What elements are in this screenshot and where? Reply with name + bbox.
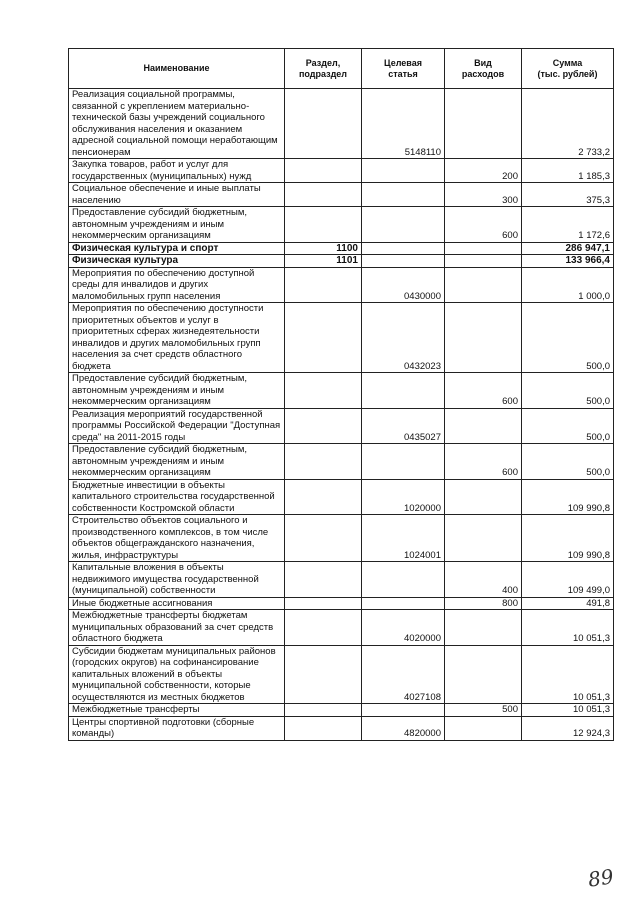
cell-target: 1024001 [362, 515, 445, 562]
cell-name: Мероприятия по обеспечению доступной среды для инвалидов и других маломобильных групп населения [69, 267, 285, 303]
cell-expense [445, 408, 522, 444]
cell-section [285, 704, 362, 717]
cell-sum: 133 966,4 [522, 255, 614, 268]
table-row [69, 207, 614, 243]
cell-name: Иные бюджетные ассигнования [69, 597, 285, 610]
cell-expense [445, 255, 522, 268]
cell-sum: 491,8 [522, 597, 614, 610]
cell-sum: 109 990,8 [522, 515, 614, 562]
table-row [69, 645, 614, 704]
cell-expense: 600 [445, 373, 522, 409]
cell-sum: 500,0 [522, 373, 614, 409]
cell-name: Субсидии бюджетам муниципальных районов (городских округов) на софинансирование капитальных вложений в объекты муниципальной собственности, которые осуществляются из местных бюджетов [69, 645, 285, 704]
cell-sum: 500,0 [522, 408, 614, 444]
cell-section [285, 610, 362, 646]
table-row [69, 303, 614, 373]
table-row [69, 408, 614, 444]
cell-target: 4027108 [362, 645, 445, 704]
cell-target: 4020000 [362, 610, 445, 646]
cell-name: Межбюджетные трансферты [69, 704, 285, 717]
cell-name: Физическая культура и спорт [69, 242, 285, 255]
cell-expense [445, 610, 522, 646]
cell-sum: 500,0 [522, 303, 614, 373]
cell-expense [445, 479, 522, 515]
cell-sum: 286 947,1 [522, 242, 614, 255]
cell-expense: 300 [445, 183, 522, 207]
page-number: 89 [586, 864, 615, 892]
cell-target [362, 207, 445, 243]
cell-section [285, 515, 362, 562]
table-row [69, 89, 614, 159]
cell-target: 0430000 [362, 267, 445, 303]
cell-expense [445, 716, 522, 740]
cell-expense [445, 515, 522, 562]
cell-sum: 1 172,6 [522, 207, 614, 243]
cell-target: 1020000 [362, 479, 445, 515]
cell-target [362, 183, 445, 207]
header-sum: Сумма (тыс. рублей) [522, 49, 614, 89]
cell-sum: 1 185,3 [522, 159, 614, 183]
cell-sum: 2 733,2 [522, 89, 614, 159]
cell-section [285, 89, 362, 159]
cell-section [285, 267, 362, 303]
cell-target [362, 159, 445, 183]
cell-target: 4820000 [362, 716, 445, 740]
cell-name: Бюджетные инвестиции в объекты капитального строительства государственной собственности Костромской области [69, 479, 285, 515]
cell-section [285, 183, 362, 207]
cell-target [362, 597, 445, 610]
cell-target [362, 704, 445, 717]
budget-table [68, 48, 614, 741]
cell-expense: 600 [445, 207, 522, 243]
cell-sum: 10 051,3 [522, 645, 614, 704]
table-row [69, 610, 614, 646]
cell-expense [445, 645, 522, 704]
cell-sum: 10 051,3 [522, 610, 614, 646]
table-row [69, 716, 614, 740]
table-row [69, 255, 614, 268]
cell-section [285, 408, 362, 444]
table-row [69, 515, 614, 562]
cell-section [285, 479, 362, 515]
cell-name: Межбюджетные трансферты бюджетам муниципальных образований за счет средств областного бюджета [69, 610, 285, 646]
cell-target [362, 562, 445, 598]
cell-expense: 400 [445, 562, 522, 598]
table-row [69, 479, 614, 515]
cell-section: 1100 [285, 242, 362, 255]
table-row [69, 444, 614, 480]
cell-section [285, 303, 362, 373]
cell-name: Предоставление субсидий бюджетным, автономным учреждениям и иным некоммерческим организациям [69, 444, 285, 480]
header-section: Раздел, подраздел [285, 49, 362, 89]
table-row [69, 267, 614, 303]
cell-name: Капитальные вложения в объекты недвижимого имущества государственной (муниципальной) собственности [69, 562, 285, 598]
cell-sum: 10 051,3 [522, 704, 614, 717]
header-expense: Вид расходов [445, 49, 522, 89]
cell-section [285, 159, 362, 183]
cell-sum: 375,3 [522, 183, 614, 207]
cell-expense [445, 303, 522, 373]
cell-sum: 12 924,3 [522, 716, 614, 740]
cell-section [285, 597, 362, 610]
cell-expense: 500 [445, 704, 522, 717]
table-header-row [69, 49, 614, 89]
cell-name: Мероприятия по обеспечению доступности приоритетных объектов и услуг в приоритетных сферах жизнедеятельности инвалидов и других маломобильных групп населения за счет средств областного бюджета [69, 303, 285, 373]
cell-name: Реализация мероприятий государственной программы Российской Федерации "Доступная среда" на 2011-2015 годы [69, 408, 285, 444]
cell-target [362, 373, 445, 409]
cell-name: Строительство объектов социального и производственного комплексов, в том числе объектов общегражданского назначения, жилья, инфраструктуры [69, 515, 285, 562]
cell-sum: 109 499,0 [522, 562, 614, 598]
cell-section [285, 444, 362, 480]
cell-section [285, 562, 362, 598]
cell-name: Закупка товаров, работ и услуг для государственных (муниципальных) нужд [69, 159, 285, 183]
cell-expense [445, 89, 522, 159]
cell-expense: 800 [445, 597, 522, 610]
cell-target: 0435027 [362, 408, 445, 444]
cell-target [362, 444, 445, 480]
cell-name: Социальное обеспечение и иные выплаты населению [69, 183, 285, 207]
cell-name: Предоставление субсидий бюджетным, автономным учреждениям и иным некоммерческим организациям [69, 207, 285, 243]
cell-target: 5148110 [362, 89, 445, 159]
cell-name: Центры спортивной подготовки (сборные команды) [69, 716, 285, 740]
table-row [69, 373, 614, 409]
cell-target [362, 255, 445, 268]
table-row [69, 159, 614, 183]
cell-name: Физическая культура [69, 255, 285, 268]
cell-section [285, 373, 362, 409]
cell-sum: 500,0 [522, 444, 614, 480]
table-row [69, 183, 614, 207]
table-row [69, 704, 614, 717]
cell-section: 1101 [285, 255, 362, 268]
table-row [69, 242, 614, 255]
cell-expense [445, 267, 522, 303]
cell-sum: 109 990,8 [522, 479, 614, 515]
cell-target: 0432023 [362, 303, 445, 373]
cell-name: Реализация социальной программы, связанной с укреплением материально-технической базы учреждений социального обслуживания населения и оказанием адресной социальной помощи неработающим пенсионерам [69, 89, 285, 159]
header-target: Целевая статья [362, 49, 445, 89]
cell-section [285, 645, 362, 704]
cell-expense: 200 [445, 159, 522, 183]
cell-name: Предоставление субсидий бюджетным, автономным учреждениям и иным некоммерческим организациям [69, 373, 285, 409]
cell-expense [445, 242, 522, 255]
table-row [69, 562, 614, 598]
cell-sum: 1 000,0 [522, 267, 614, 303]
cell-section [285, 716, 362, 740]
table-row [69, 597, 614, 610]
cell-target [362, 242, 445, 255]
cell-section [285, 207, 362, 243]
header-name: Наименование [69, 49, 285, 89]
cell-expense: 600 [445, 444, 522, 480]
